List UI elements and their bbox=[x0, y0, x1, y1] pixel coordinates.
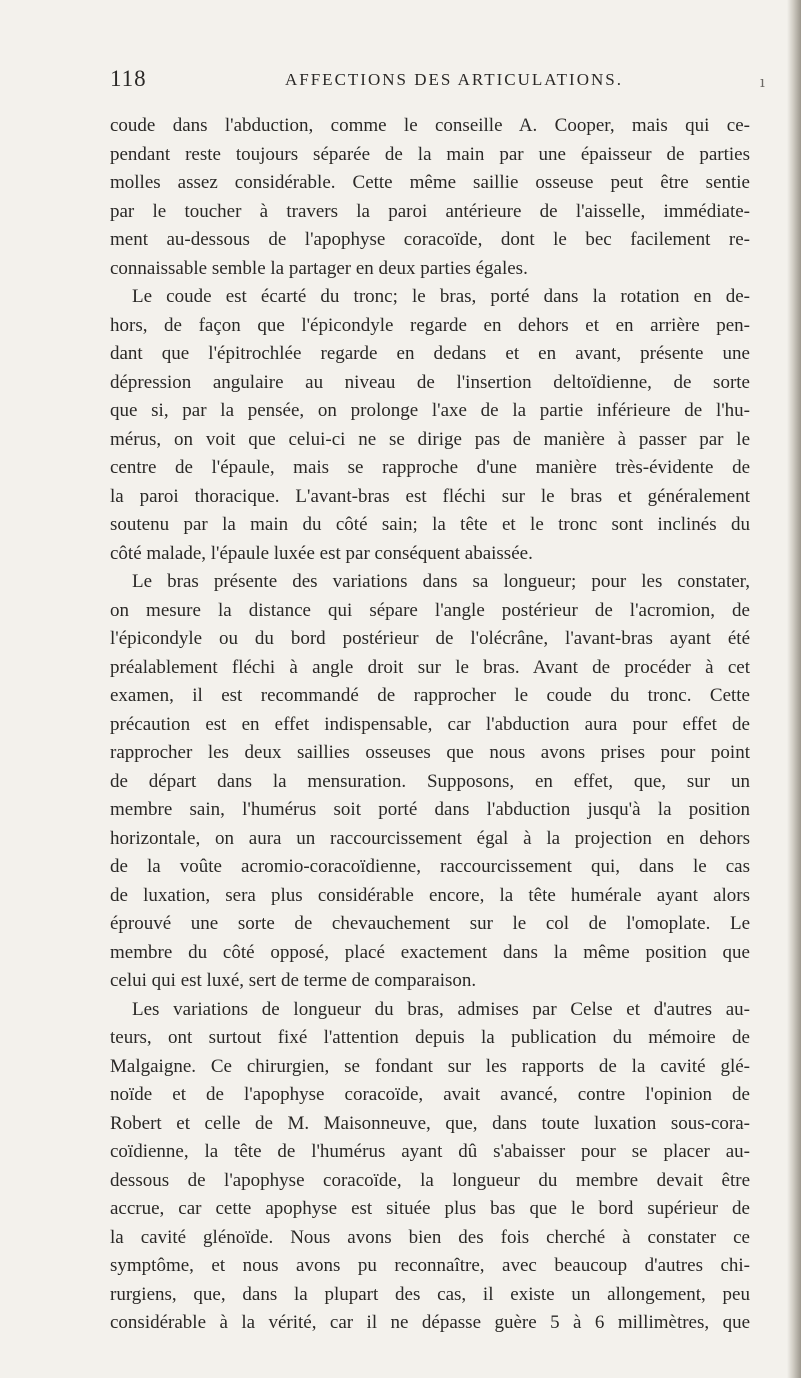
print-mark: ı bbox=[760, 73, 765, 91]
text-line: la cavité glénoïde. Nous avons bien des fois cherché à constater ce bbox=[110, 1226, 750, 1248]
page-number: 118 bbox=[110, 66, 147, 91]
text-line: hors, de façon que l'épicondyle regarde en dehors et en arrière pen- bbox=[110, 314, 750, 336]
text-line: pendant reste toujours séparée de la main par une épaisseur de parties bbox=[110, 143, 750, 165]
text-line: membre sain, l'humérus soit porté dans l'abduction jusqu'à la position bbox=[110, 799, 750, 820]
text-line: précaution est en effet indispensable, car l'abduction aura pour effet de bbox=[110, 713, 750, 735]
text-line: centre de l'épaule, mais se rapproche d'une manière très-évidente de bbox=[110, 457, 750, 478]
text-line: Robert et celle de M. Maisonneuve, que, dans toute luxation sous-cora- bbox=[110, 1112, 750, 1134]
text-line: Les variations de longueur du bras, admises par Celse et d'autres au- bbox=[132, 998, 750, 1020]
text-line: membre du côté opposé, placé exactement dans la même position que bbox=[110, 941, 750, 963]
text-line: par le toucher à travers la paroi antérieure de l'aisselle, immédiate- bbox=[110, 200, 750, 222]
text-line: de la voûte acromio-coracoïdienne, raccourcissement qui, dans le cas bbox=[110, 856, 750, 877]
text-line: mérus, on voit que celui-ci ne se dirige pas de manière à passer par le bbox=[110, 428, 750, 450]
text-line: rurgiens, que, dans la plupart des cas, il existe un allongement, peu bbox=[110, 1283, 750, 1305]
text-line: dépression angulaire au niveau de l'insertion deltoïdienne, de sorte bbox=[110, 371, 750, 393]
text-line: l'épicondyle ou du bord postérieur de l'olécrâne, l'avant-bras ayant été bbox=[110, 628, 750, 649]
text-line: coïdienne, la tête de l'humérus ayant dû s'abaisser pour se placer au- bbox=[110, 1141, 750, 1162]
text-line: molles assez considérable. Cette même saillie osseuse peut être sentie bbox=[110, 172, 750, 193]
text-line: dant que l'épitrochlée regarde en dedans et en avant, présente une bbox=[110, 343, 750, 364]
text-line: considérable à la vérité, car il ne dépasse guère 5 à 6 millimètres, que bbox=[110, 1312, 750, 1333]
text-line: la paroi thoracique. L'avant-bras est fléchi sur le bras et généralement bbox=[110, 485, 750, 507]
text-line: noïde et de l'apophyse coracoïde, avait avancé, contre l'opinion de bbox=[110, 1084, 750, 1105]
page-edge-shadow bbox=[787, 0, 801, 1378]
text-line: celui qui est luxé, sert de terme de comparaison. bbox=[110, 970, 477, 991]
text-line: rapprocher les deux saillies osseuses que nous avons prises pour point bbox=[110, 742, 750, 763]
running-title: AFFECTIONS DES ARTICULATIONS. bbox=[285, 70, 623, 89]
text-line: de départ dans la mensuration. Supposons, en effet, que, sur un bbox=[110, 770, 750, 792]
body-text bbox=[110, 112, 750, 1338]
text-line: Le bras présente des variations dans sa longueur; pour les constater, bbox=[132, 571, 750, 592]
text-line: de luxation, sera plus considérable encore, la tête humérale ayant alors bbox=[110, 884, 750, 906]
text-line: Le coude est écarté du tronc; le bras, porté dans la rotation en de- bbox=[132, 286, 750, 307]
text-line: on mesure la distance qui sépare l'angle postérieur de l'acromion, de bbox=[110, 599, 750, 621]
text-line: que si, par la pensée, on prolonge l'axe de la partie inférieure de l'hu- bbox=[110, 400, 750, 421]
text-line: soutenu par la main du côté sain; la tête et le tronc sont inclinés du bbox=[110, 514, 750, 535]
text-line: ment au-dessous de l'apophyse coracoïde, dont le bec facilement re- bbox=[110, 229, 750, 250]
text-line: coude dans l'abduction, comme le conseille A. Cooper, mais qui ce- bbox=[110, 115, 750, 136]
page-header bbox=[110, 66, 765, 96]
text-line: teurs, ont surtout fixé l'attention depuis la publication du mémoire de bbox=[110, 1027, 750, 1048]
text-line: accrue, car cette apophyse est située plus bas que le bord supérieur de bbox=[110, 1198, 750, 1219]
text-line: symptôme, et nous avons pu reconnaître, avec beaucoup d'autres chi- bbox=[110, 1255, 750, 1276]
text-line: éprouvé une sorte de chevauchement sur le col de l'omoplate. Le bbox=[110, 913, 750, 934]
text-line: horizontale, on aura un raccourcissement égal à la projection en dehors bbox=[110, 827, 750, 849]
text-line: examen, il est recommandé de rapprocher le coude du tronc. Cette bbox=[110, 685, 750, 706]
text-line: préalablement fléchi à angle droit sur le bras. Avant de procéder à cet bbox=[110, 656, 750, 678]
text-line: dessous de l'apophyse coracoïde, la longueur du membre devait être bbox=[110, 1169, 750, 1191]
text-line: Malgaigne. Ce chirurgien, se fondant sur les rapports de la cavité glé- bbox=[110, 1055, 750, 1077]
text-line: connaissable semble la partager en deux parties égales. bbox=[110, 257, 528, 279]
text-line: côté malade, l'épaule luxée est par conséquent abaissée. bbox=[110, 542, 533, 564]
